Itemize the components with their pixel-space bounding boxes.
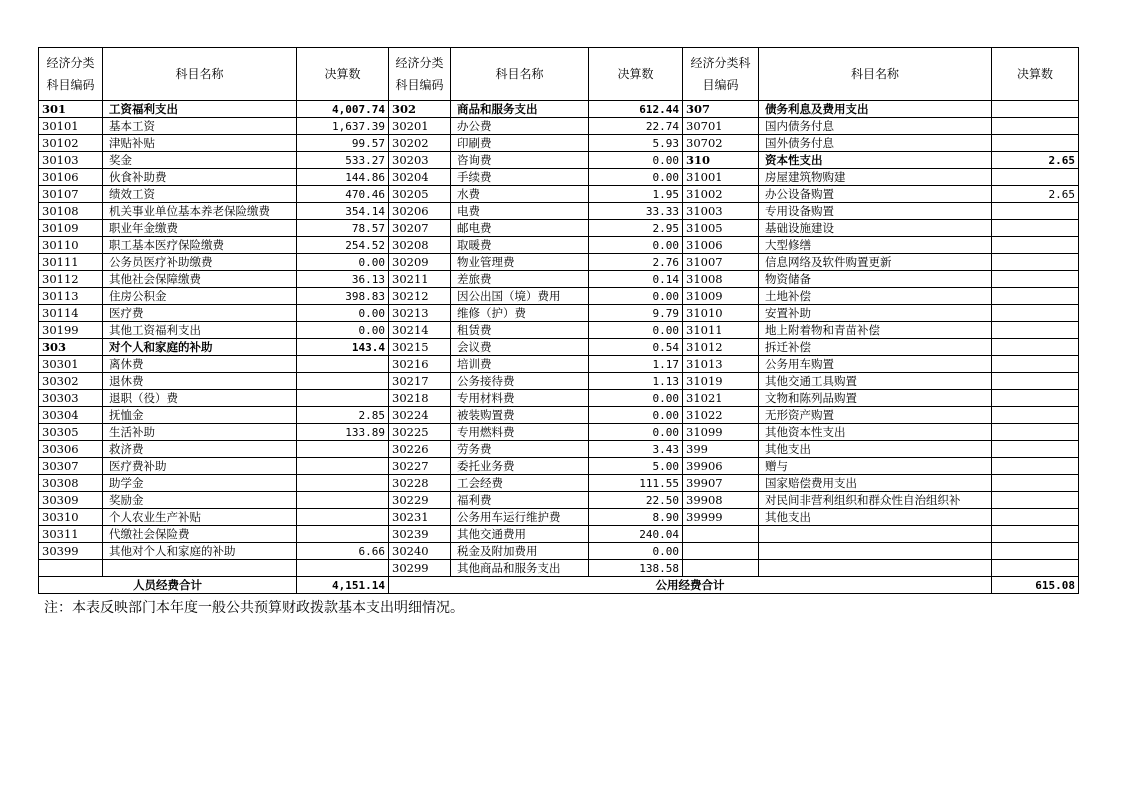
item-amount: 133.89 (297, 424, 389, 441)
item-code: 30239 (389, 526, 451, 543)
item-amount (992, 526, 1079, 543)
item-code: 30112 (39, 271, 103, 288)
item-amount (992, 356, 1079, 373)
table-row (39, 543, 1079, 560)
item-amount: 22.50 (589, 492, 683, 509)
item-amount: 0.00 (589, 237, 683, 254)
item-amount: 0.00 (297, 305, 389, 322)
item-name: 对个人和家庭的补助 (103, 339, 297, 356)
item-name (759, 560, 992, 577)
item-code: 30229 (389, 492, 451, 509)
item-amount: 240.04 (589, 526, 683, 543)
item-amount: 0.00 (589, 322, 683, 339)
item-amount: 0.00 (589, 288, 683, 305)
item-name: 差旅费 (451, 271, 589, 288)
item-code: 31007 (683, 254, 759, 271)
item-name: 安置补助 (759, 305, 992, 322)
item-name: 机关事业单位基本养老保险缴费 (103, 203, 297, 220)
item-name: 专用设备购置 (759, 203, 992, 220)
item-name: 无形资产购置 (759, 407, 992, 424)
table-row (39, 407, 1079, 424)
item-code: 303 (39, 339, 103, 356)
item-code: 30218 (389, 390, 451, 407)
item-code: 30228 (389, 475, 451, 492)
item-code: 302 (389, 101, 451, 118)
item-name: 税金及附加费用 (451, 543, 589, 560)
item-amount: 3.43 (589, 441, 683, 458)
item-code: 30306 (39, 441, 103, 458)
item-code: 31019 (683, 373, 759, 390)
item-code: 30102 (39, 135, 103, 152)
item-name: 医疗费补助 (103, 458, 297, 475)
item-name: 房屋建筑物购建 (759, 169, 992, 186)
item-code: 39999 (683, 509, 759, 526)
table-row (39, 118, 1079, 135)
item-amount: 2.85 (297, 407, 389, 424)
item-code (39, 560, 103, 577)
item-name: 医疗费 (103, 305, 297, 322)
item-name: 伙食补助费 (103, 169, 297, 186)
item-name: 印刷费 (451, 135, 589, 152)
item-code: 30207 (389, 220, 451, 237)
item-code: 31099 (683, 424, 759, 441)
item-code: 30399 (39, 543, 103, 560)
item-name: 基础设施建设 (759, 220, 992, 237)
totals-row (39, 577, 1079, 594)
table-row (39, 492, 1079, 509)
item-code: 30204 (389, 169, 451, 186)
item-amount: 2.65 (992, 186, 1079, 203)
item-amount (992, 203, 1079, 220)
table-row (39, 390, 1079, 407)
item-name: 会议费 (451, 339, 589, 356)
item-name: 文物和陈列品购置 (759, 390, 992, 407)
item-amount: 2.65 (992, 152, 1079, 169)
item-amount (297, 475, 389, 492)
item-amount: 6.66 (297, 543, 389, 560)
item-name: 奖金 (103, 152, 297, 169)
item-amount (992, 220, 1079, 237)
item-code: 30109 (39, 220, 103, 237)
item-amount: 4,007.74 (297, 101, 389, 118)
header-name-2: 科目名称 (451, 48, 589, 101)
item-amount (297, 458, 389, 475)
table-row (39, 152, 1079, 169)
table-row (39, 101, 1079, 118)
item-code: 39907 (683, 475, 759, 492)
item-code: 31006 (683, 237, 759, 254)
item-name: 国家赔偿费用支出 (759, 475, 992, 492)
item-code: 30308 (39, 475, 103, 492)
header-name-3: 科目名称 (759, 48, 992, 101)
item-code: 30225 (389, 424, 451, 441)
item-amount (992, 254, 1079, 271)
item-name: 公务员医疗补助缴费 (103, 254, 297, 271)
item-amount: 33.33 (589, 203, 683, 220)
table-row (39, 475, 1079, 492)
item-name: 培训费 (451, 356, 589, 373)
item-name: 其他工资福利支出 (103, 322, 297, 339)
personnel-total-label: 人员经费合计 (39, 577, 297, 594)
header-amount-1: 决算数 (297, 48, 389, 101)
item-code: 30209 (389, 254, 451, 271)
item-name: 其他资本性支出 (759, 424, 992, 441)
item-name: 退职（役）费 (103, 390, 297, 407)
item-code: 31011 (683, 322, 759, 339)
item-code: 310 (683, 152, 759, 169)
item-name: 对民间非营利组织和群众性自治组织补 (759, 492, 992, 509)
public-total-label: 公用经费合计 (389, 577, 992, 594)
item-amount (992, 118, 1079, 135)
item-name: 土地补偿 (759, 288, 992, 305)
item-name: 职业年金缴费 (103, 220, 297, 237)
item-name: 救济费 (103, 441, 297, 458)
table-row (39, 339, 1079, 356)
item-code: 30103 (39, 152, 103, 169)
item-name: 赠与 (759, 458, 992, 475)
table-row (39, 288, 1079, 305)
item-name: 国外债务付息 (759, 135, 992, 152)
item-code: 31008 (683, 271, 759, 288)
item-name: 专用燃料费 (451, 424, 589, 441)
item-code: 31022 (683, 407, 759, 424)
item-code: 30114 (39, 305, 103, 322)
item-name: 抚恤金 (103, 407, 297, 424)
item-amount: 0.00 (589, 169, 683, 186)
item-code: 307 (683, 101, 759, 118)
item-amount: 0.00 (297, 254, 389, 271)
item-amount (992, 424, 1079, 441)
item-name: 拆迁补偿 (759, 339, 992, 356)
item-name: 国内债务付息 (759, 118, 992, 135)
item-amount (992, 475, 1079, 492)
item-amount: 0.00 (589, 152, 683, 169)
item-amount: 5.00 (589, 458, 683, 475)
header-name-1: 科目名称 (103, 48, 297, 101)
item-amount (992, 271, 1079, 288)
item-code: 30203 (389, 152, 451, 169)
item-code: 30208 (389, 237, 451, 254)
item-code: 39908 (683, 492, 759, 509)
item-name: 信息网络及软件购置更新 (759, 254, 992, 271)
item-amount: 36.13 (297, 271, 389, 288)
table-row (39, 509, 1079, 526)
item-name: 租赁费 (451, 322, 589, 339)
item-amount: 612.44 (589, 101, 683, 118)
item-amount (992, 458, 1079, 475)
item-name: 福利费 (451, 492, 589, 509)
item-amount (992, 169, 1079, 186)
item-name: 公务用车运行维护费 (451, 509, 589, 526)
item-name: 物资储备 (759, 271, 992, 288)
personnel-total-value: 4,151.14 (297, 577, 389, 594)
item-code: 30108 (39, 203, 103, 220)
item-code: 30215 (389, 339, 451, 356)
item-amount (297, 390, 389, 407)
item-amount (992, 101, 1079, 118)
item-name: 其他社会保障缴费 (103, 271, 297, 288)
item-amount (992, 543, 1079, 560)
item-code: 30231 (389, 509, 451, 526)
item-amount (992, 509, 1079, 526)
item-amount: 398.83 (297, 288, 389, 305)
table-row (39, 424, 1079, 441)
item-amount: 0.00 (589, 407, 683, 424)
item-amount: 0.00 (297, 322, 389, 339)
item-code: 30301 (39, 356, 103, 373)
item-code: 30217 (389, 373, 451, 390)
item-amount (297, 509, 389, 526)
item-amount (992, 237, 1079, 254)
item-code: 30206 (389, 203, 451, 220)
item-amount: 5.93 (589, 135, 683, 152)
item-amount (992, 407, 1079, 424)
item-name: 公务用车购置 (759, 356, 992, 373)
item-amount (297, 560, 389, 577)
item-name: 生活补助 (103, 424, 297, 441)
item-name: 其他对个人和家庭的补助 (103, 543, 297, 560)
item-name: 津贴补贴 (103, 135, 297, 152)
expenditure-detail-table (38, 47, 1079, 594)
item-amount: 1.17 (589, 356, 683, 373)
item-amount (297, 356, 389, 373)
item-name: 债务利息及费用支出 (759, 101, 992, 118)
item-amount: 22.74 (589, 118, 683, 135)
item-amount (992, 441, 1079, 458)
header-code-3: 经济分类科 目编码 (683, 48, 759, 101)
item-name: 其他支出 (759, 441, 992, 458)
item-name: 专用材料费 (451, 390, 589, 407)
item-name (103, 560, 297, 577)
item-amount (992, 373, 1079, 390)
item-code: 31001 (683, 169, 759, 186)
item-code: 30213 (389, 305, 451, 322)
item-amount: 78.57 (297, 220, 389, 237)
item-name: 公务接待费 (451, 373, 589, 390)
item-code: 31009 (683, 288, 759, 305)
item-code: 30299 (389, 560, 451, 577)
table-row (39, 356, 1079, 373)
table-row (39, 458, 1079, 475)
item-name: 邮电费 (451, 220, 589, 237)
item-code: 30310 (39, 509, 103, 526)
header-amount-2: 决算数 (589, 48, 683, 101)
item-code: 30702 (683, 135, 759, 152)
item-code: 30110 (39, 237, 103, 254)
item-code: 30227 (389, 458, 451, 475)
item-amount: 138.58 (589, 560, 683, 577)
item-code: 30113 (39, 288, 103, 305)
item-code: 31013 (683, 356, 759, 373)
item-code: 30304 (39, 407, 103, 424)
item-name: 离休费 (103, 356, 297, 373)
item-name: 被装购置费 (451, 407, 589, 424)
table-row (39, 186, 1079, 203)
item-amount: 2.76 (589, 254, 683, 271)
item-code: 31012 (683, 339, 759, 356)
item-code: 30302 (39, 373, 103, 390)
item-code: 30205 (389, 186, 451, 203)
header-code-1: 经济分类 科目编码 (39, 48, 103, 101)
item-amount: 1.95 (589, 186, 683, 203)
item-code (683, 560, 759, 577)
item-name: 工会经费 (451, 475, 589, 492)
item-amount (297, 492, 389, 509)
item-code: 30107 (39, 186, 103, 203)
table-row (39, 169, 1079, 186)
item-amount (992, 135, 1079, 152)
item-name: 维修（护）费 (451, 305, 589, 322)
item-name: 其他商品和服务支出 (451, 560, 589, 577)
table-row (39, 560, 1079, 577)
table-row (39, 203, 1079, 220)
item-code: 30202 (389, 135, 451, 152)
table-row (39, 373, 1079, 390)
item-code: 30106 (39, 169, 103, 186)
item-code: 30211 (389, 271, 451, 288)
item-code: 399 (683, 441, 759, 458)
item-name: 代缴社会保险费 (103, 526, 297, 543)
item-code: 30311 (39, 526, 103, 543)
table-row (39, 322, 1079, 339)
item-name: 办公设备购置 (759, 186, 992, 203)
item-amount: 2.95 (589, 220, 683, 237)
item-code: 30701 (683, 118, 759, 135)
item-name: 手续费 (451, 169, 589, 186)
item-name: 职工基本医疗保险缴费 (103, 237, 297, 254)
table-row (39, 305, 1079, 322)
item-amount (992, 339, 1079, 356)
item-amount: 0.14 (589, 271, 683, 288)
item-name: 电费 (451, 203, 589, 220)
item-amount: 144.86 (297, 169, 389, 186)
table-row (39, 135, 1079, 152)
item-name: 因公出国（境）费用 (451, 288, 589, 305)
item-code: 31010 (683, 305, 759, 322)
item-code: 30305 (39, 424, 103, 441)
item-name (759, 543, 992, 560)
item-amount: 0.54 (589, 339, 683, 356)
item-amount: 0.00 (589, 424, 683, 441)
table-row (39, 237, 1079, 254)
item-amount (992, 305, 1079, 322)
item-code: 30307 (39, 458, 103, 475)
item-name (759, 526, 992, 543)
item-code: 30216 (389, 356, 451, 373)
item-amount (297, 373, 389, 390)
table-header-row (39, 48, 1079, 101)
item-name: 退休费 (103, 373, 297, 390)
item-amount: 470.46 (297, 186, 389, 203)
item-name: 资本性支出 (759, 152, 992, 169)
item-name: 委托业务费 (451, 458, 589, 475)
item-amount (992, 322, 1079, 339)
item-name: 地上附着物和青苗补偿 (759, 322, 992, 339)
item-name: 办公费 (451, 118, 589, 135)
item-name: 住房公积金 (103, 288, 297, 305)
item-amount: 99.57 (297, 135, 389, 152)
item-name: 咨询费 (451, 152, 589, 169)
item-amount: 9.79 (589, 305, 683, 322)
item-code (683, 543, 759, 560)
item-amount: 143.4 (297, 339, 389, 356)
item-name: 劳务费 (451, 441, 589, 458)
item-code: 31005 (683, 220, 759, 237)
item-amount: 111.55 (589, 475, 683, 492)
item-code: 30240 (389, 543, 451, 560)
table-row (39, 441, 1079, 458)
item-code: 30214 (389, 322, 451, 339)
item-name: 奖励金 (103, 492, 297, 509)
item-name: 个人农业生产补贴 (103, 509, 297, 526)
table-row (39, 220, 1079, 237)
item-amount (992, 560, 1079, 577)
item-code: 30309 (39, 492, 103, 509)
item-amount: 0.00 (589, 390, 683, 407)
item-code: 30201 (389, 118, 451, 135)
item-name: 其他支出 (759, 509, 992, 526)
item-code: 30224 (389, 407, 451, 424)
item-amount: 1.13 (589, 373, 683, 390)
item-code: 30303 (39, 390, 103, 407)
item-name: 助学金 (103, 475, 297, 492)
item-name: 大型修缮 (759, 237, 992, 254)
item-amount: 354.14 (297, 203, 389, 220)
item-name: 物业管理费 (451, 254, 589, 271)
item-amount: 8.90 (589, 509, 683, 526)
item-code: 30212 (389, 288, 451, 305)
item-code: 30111 (39, 254, 103, 271)
item-amount: 0.00 (589, 543, 683, 560)
item-name: 商品和服务支出 (451, 101, 589, 118)
item-code: 301 (39, 101, 103, 118)
item-amount (992, 492, 1079, 509)
item-amount: 254.52 (297, 237, 389, 254)
item-amount: 533.27 (297, 152, 389, 169)
item-amount (297, 441, 389, 458)
item-code: 39906 (683, 458, 759, 475)
header-code-2: 经济分类 科目编码 (389, 48, 451, 101)
table-row (39, 271, 1079, 288)
item-name: 基本工资 (103, 118, 297, 135)
item-name: 取暖费 (451, 237, 589, 254)
item-name: 其他交通费用 (451, 526, 589, 543)
item-amount: 1,637.39 (297, 118, 389, 135)
item-code: 31003 (683, 203, 759, 220)
header-amount-3: 决算数 (992, 48, 1079, 101)
public-total-value: 615.08 (992, 577, 1079, 594)
item-name: 其他交通工具购置 (759, 373, 992, 390)
table-row (39, 526, 1079, 543)
item-code: 30199 (39, 322, 103, 339)
item-amount (297, 526, 389, 543)
item-code: 31002 (683, 186, 759, 203)
item-name: 水费 (451, 186, 589, 203)
item-code (683, 526, 759, 543)
item-code: 30226 (389, 441, 451, 458)
item-code: 30101 (39, 118, 103, 135)
table-footnote: 注：本表反映部门本年度一般公共预算财政拨款基本支出明细情况。 (44, 600, 464, 616)
item-name: 工资福利支出 (103, 101, 297, 118)
table-row (39, 254, 1079, 271)
item-code: 31021 (683, 390, 759, 407)
item-amount (992, 390, 1079, 407)
item-amount (992, 288, 1079, 305)
item-name: 绩效工资 (103, 186, 297, 203)
